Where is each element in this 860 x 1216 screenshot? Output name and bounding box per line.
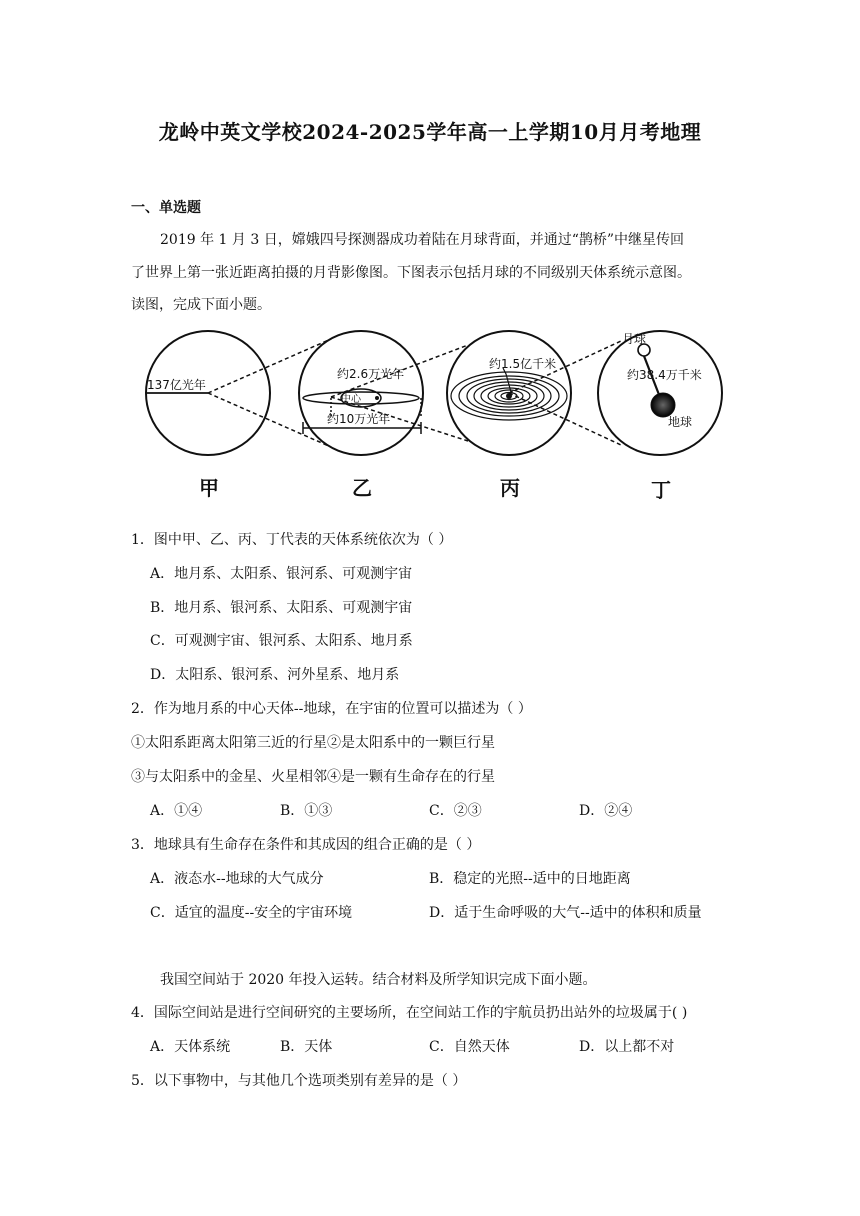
intro-line-2: 了世界上第一张近距离拍摄的月背影像图。下图表示包括月球的不同级别天体系统示意图。	[131, 265, 691, 281]
q4-option-c: C．自然天体	[429, 1039, 510, 1055]
section-heading: 一、单选题	[131, 200, 201, 216]
q3-option-c: C．适宜的温度--安全的宇宙环境	[150, 905, 353, 921]
ding-moon-label: 月球	[622, 332, 647, 346]
intro-line-3: 读图，完成下面小题。	[131, 297, 271, 313]
q2-stem: 2．作为地月系的中心天体--地球，在宇宙的位置可以描述为（ ）	[131, 701, 532, 717]
ding-distance-label: 约38.4万千米	[627, 368, 702, 382]
caption-yi: 乙	[352, 476, 372, 500]
q3-option-a: A．液态水--地球的大气成分	[150, 871, 324, 887]
q1-stem: 1．图中甲、乙、丙、丁代表的天体系统依次为（ ）	[131, 532, 453, 548]
intro-line-1: 2019 年 1 月 3 日，嫦娥四号探测器成功着陆在月球背面，并通过“鹊桥”中继星传回	[160, 232, 685, 248]
celestial-systems-figure	[135, 328, 730, 504]
caption-bing: 丙	[500, 476, 520, 500]
q2-option-c: C．②③	[429, 803, 482, 819]
caption-jia: 甲	[199, 476, 219, 500]
q1-option-d: D．太阳系、银河系、河外星系、地月系	[150, 667, 400, 683]
q4-option-b: B．天体	[280, 1039, 333, 1055]
yi-circle	[299, 331, 423, 455]
q4-stem: 4．国际空间站是进行空间研究的主要场所，在空间站工作的宇航员扔出站外的垃圾属于( )	[131, 1005, 688, 1021]
q3-stem: 3．地球具有生命存在条件和其成因的组合正确的是（ ）	[131, 837, 481, 853]
q1-option-a: A．地月系、太阳系、银河系、可观测宇宙	[150, 566, 413, 582]
q3-option-b: B．稳定的光照--适中的日地距离	[429, 871, 631, 887]
q2-option-d: D．②④	[579, 803, 633, 819]
yi-label-top: 约2.6万光年	[337, 367, 405, 381]
ding-earth-label: 地球	[668, 415, 693, 429]
q3-option-d: D．适于生命呼吸的大气--适中的体积和质量	[429, 905, 702, 921]
q2-option-a: A．①④	[150, 803, 203, 819]
intro2-text: 我国空间站于 2020 年投入运转。结合材料及所学知识完成下面小题。	[160, 972, 597, 988]
earth-dot	[651, 393, 675, 417]
q4-option-a: A．天体系统	[150, 1039, 231, 1055]
q5-stem: 5．以下事物中，与其他几个选项类别有差异的是（ ）	[131, 1073, 467, 1089]
q2-statement-1: ①太阳系距离太阳第三近的行星②是太阳系中的一颗巨行星	[131, 735, 495, 751]
yi-label-center: 中心	[341, 394, 361, 405]
yi-label-bottom: 约10万光年	[327, 412, 391, 426]
q2-option-b: B．①③	[280, 803, 333, 819]
q2-statement-2: ③与太阳系中的金星、火星相邻④是一颗有生命存在的行星	[131, 769, 495, 785]
q1-option-b: B．地月系、银河系、太阳系、可观测宇宙	[150, 600, 413, 616]
q4-option-d: D．以上都不对	[579, 1039, 675, 1055]
page-title: 龙岭中英文学校2024-2025学年高一上学期10月月考地理	[158, 120, 702, 144]
q1-option-c: C．可观测宇宙、银河系、太阳系、地月系	[150, 633, 413, 649]
caption-ding: 丁	[651, 478, 671, 502]
jia-label: 137亿光年	[147, 378, 206, 392]
bing-label: 约1.5亿千米	[489, 357, 557, 371]
